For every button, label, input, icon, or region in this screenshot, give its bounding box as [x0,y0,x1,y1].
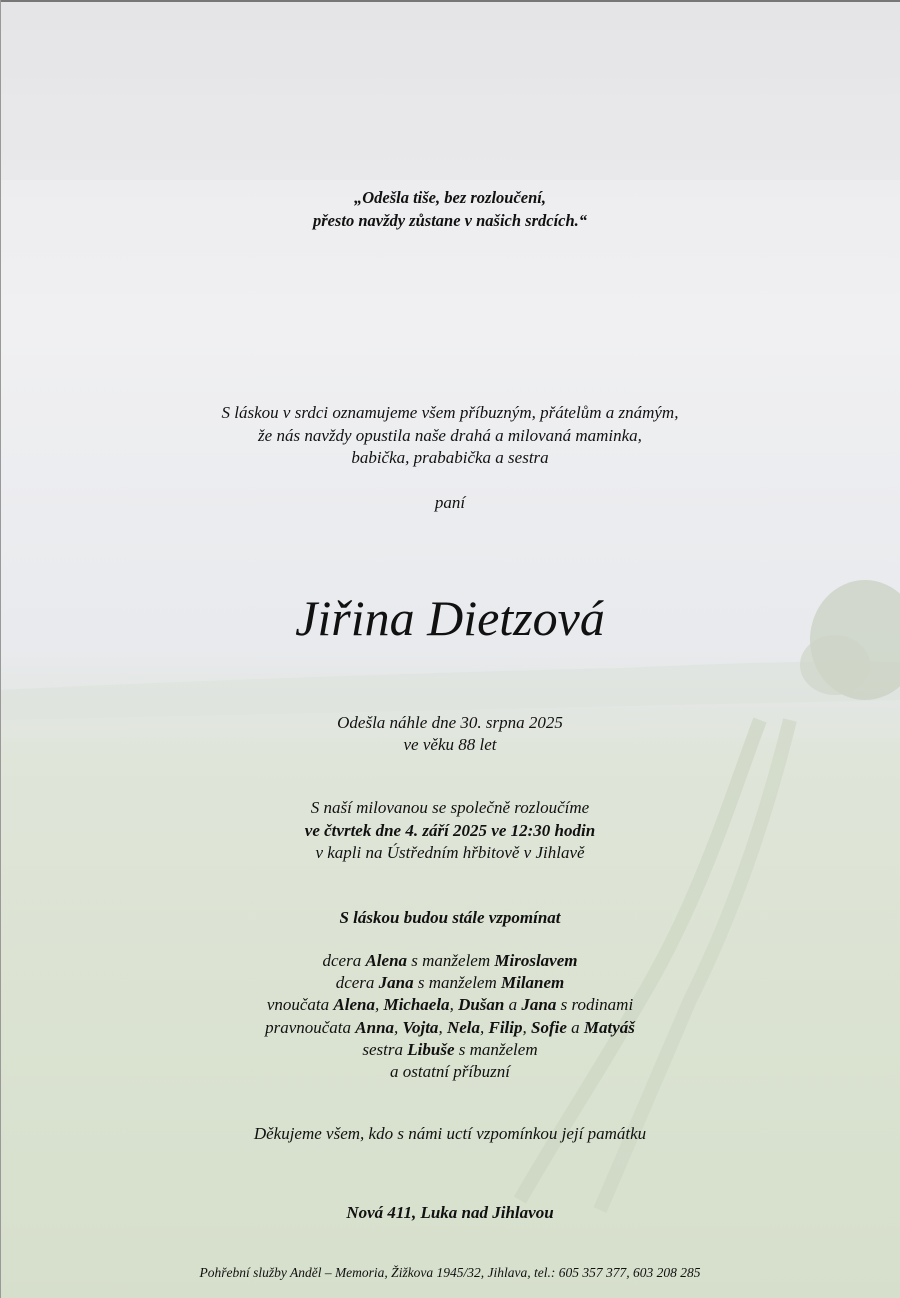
funeral-details [0,797,900,865]
quote-line-2: přesto navždy zůstane v našich srdcích.“ [312,211,588,230]
memorial-quote [0,186,900,232]
intro-line-1: S láskou v srdci oznamujeme všem příbuzným, přátelům a známým, [221,403,679,422]
mourners-list [0,950,900,1083]
mourner-name: Vojta [402,1017,439,1037]
relation-text: s manželem [454,1039,538,1059]
announcement-text [0,402,900,470]
passed-line-2: ve věku 88 let [403,735,497,754]
relation-text: s manželem [407,951,495,970]
mourner-line [0,950,900,972]
mourner-name: Matyáš [583,1017,635,1037]
passed-line-1: Odešla náhle dne 30. srpna 2025 [337,713,563,732]
relation-text: , [438,1017,447,1037]
mourner-name: Libuše [407,1039,455,1059]
relation-text: , [479,1017,489,1037]
mourner-name: Miroslavem [494,951,578,970]
relation-text: , [449,995,459,1015]
family-address: Nová 411, Luka nad Jihlavou [346,1203,554,1222]
mourner-line [0,1017,900,1039]
relation-text: dcera [335,973,379,993]
mourner-name: Jana [378,973,414,993]
mourner-line: a ostatní příbuzní [390,1062,510,1082]
relation-text: a [504,995,522,1015]
relation-text: dcera [322,951,366,970]
intro-line-3: babička, prababička a sestra [351,448,549,467]
mourners-heading: S láskou budou stále vzpomínat [339,908,561,927]
relation-text: sestra [362,1039,408,1059]
relation-text: , [394,1017,403,1037]
mourner-name: Milanem [501,973,565,993]
thanks-note: Děkujeme všem, kdo s námi uctí vzpomínkou její památku [253,1124,647,1143]
quote-line-1: „Odešla tiše, bez rozloučení, [353,188,547,207]
relation-text: s manželem [413,973,501,993]
relation-text: s rodinami [556,995,634,1015]
salutation: paní [434,493,466,512]
intro-line-2: že nás navždy opustila naše drahá a milovaná maminka, [258,425,642,445]
mourner-name: Michaela [383,995,450,1015]
mourner-name: Alena [333,995,375,1015]
mourner-name: Dušan [458,995,505,1015]
funeral-place: v kapli na Ústředním hřbitově v Jihlavě [315,843,585,862]
mourner-name: Alena [365,951,408,970]
relation-text: , [522,1017,531,1037]
mourner-line [0,994,900,1016]
relation-text: a [566,1017,584,1037]
mourner-name: Nela [446,1017,480,1037]
funeral-line-1: S naší milovanou se společně rozloučíme [310,798,590,817]
mourner-name: Jana [521,995,557,1015]
mourner-name: Anna [355,1017,395,1037]
date-of-passing [0,712,900,756]
relation-text: , [374,995,384,1015]
relation-text: vnoučata [266,995,334,1015]
mourner-name: Filip [488,1017,523,1037]
funeral-service-footer: Pohřební služby Anděl – Memoria, Žižkova 1945/32, Jihlava, tel.: 605 357 377, 603 208 285 [199,1265,701,1280]
top-edge [0,0,900,2]
relation-text: pravnoučata [265,1017,356,1037]
mourner-line [0,1039,900,1061]
deceased-name: Jiřina Dietzová [295,590,605,646]
mourner-line [0,972,900,994]
mourner-name: Sofie [531,1017,567,1037]
funeral-date-time: ve čtvrtek dne 4. září 2025 ve 12:30 hodin [304,820,596,840]
